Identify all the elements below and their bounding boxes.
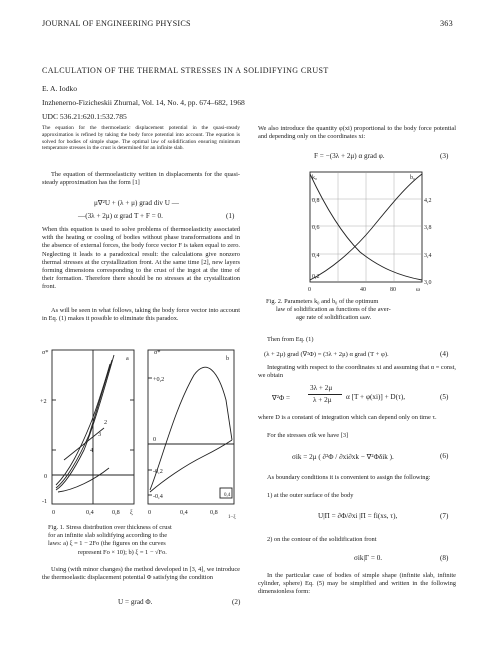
fig2-right-tick: 3,8: [424, 225, 432, 231]
fig1b-xtick: 0,4: [180, 509, 188, 516]
fig2-left-tick: 0,8: [312, 198, 320, 204]
equation-3: F = −(3λ + 2μ) α grad φ.: [314, 152, 385, 160]
eq5-lhs: ∇²Φ =: [272, 394, 291, 402]
fig2-right-tick: b₀: [410, 175, 416, 181]
fig1b-ytick: σ*: [154, 349, 161, 356]
fig1a-xtick: 0: [52, 509, 56, 516]
fig1a-curve-3: [56, 364, 110, 485]
equation-6: σik = 2μ ( ∂²Φ / ∂xi∂xk − ∇²Φδik ).: [292, 453, 394, 461]
fig2-right-tick: 4,2: [424, 198, 432, 204]
fig1a-curve-label: 3: [98, 431, 102, 438]
left-paragraph-3: As will be seen in what follows, taking the body force vector into account in Eq. (1) makes it possible to eliminate this paradox.: [42, 307, 240, 323]
right-paragraph-4: where D is a constant of integration which can depend only on time τ.: [258, 414, 437, 421]
fig1b-xtick: 0,8: [210, 509, 218, 516]
figure-2-caption-line: Fig. 2. Parameters k₀ and b₀ of the optimum: [266, 298, 379, 305]
equation-1-number: (1): [226, 212, 235, 220]
equation-8-number: (8): [440, 554, 449, 562]
right-paragraph-3: Integrating with respect to the coordinates xi and assuming that α = const, we obtain: [258, 364, 456, 380]
fig1a-curve-label: 2: [104, 419, 108, 426]
fig2-left-tick: 0,6: [312, 225, 320, 231]
fig2-x-tick: ω: [416, 287, 420, 293]
fig1a-xtick: 0,4: [86, 509, 94, 516]
equation-2: U = grad Φ.: [118, 598, 153, 606]
figure-2: [296, 164, 446, 296]
journal-name: JOURNAL OF ENGINEERING PHYSICS: [42, 19, 191, 28]
eq5-fraction-numerator: 3λ + 2μ: [310, 384, 333, 392]
fig1b-ytick: 0: [153, 436, 157, 443]
citation: Inzhenerno-Fizicheskii Zhurnal, Vol. 14, No. 4, pp. 674–682, 1968: [42, 98, 245, 107]
fig1b-frame: [148, 350, 234, 504]
figure-2-caption: [266, 298, 462, 323]
fig1a-curve-label: 4: [90, 447, 94, 454]
fig1b-xlabel: 1−ξ: [228, 515, 236, 520]
right-paragraph-2: Then from Eq. (1): [267, 336, 314, 343]
fig1b-panel-label: b: [226, 355, 230, 362]
figure-1-caption-line: Fig. 1. Stress distribution over thickness of crust: [48, 524, 172, 531]
figure-2-caption-line: law of solidification as functions of the aver-: [276, 306, 391, 314]
udc: UDC 536.21:620.1:532.785: [42, 112, 127, 121]
fig2-x-tick: 80: [390, 287, 396, 293]
figure-1-caption: [48, 524, 244, 557]
right-paragraph-7: 1) at the outer surface of the body: [267, 492, 354, 499]
author: E. A. Iodko: [42, 84, 78, 93]
equation-3-number: (3): [440, 152, 449, 160]
fig2-left-tick: 0,4: [312, 253, 320, 259]
fig1b-inset-label: 0,4: [224, 493, 231, 498]
equation-6-number: (6): [440, 452, 449, 460]
fig1a-xtick: ξ: [130, 509, 133, 516]
figure-1-caption-line: laws: a) ξ = 1 − 2Fo (the figures on the curves: [48, 540, 166, 548]
article-title: CALCULATION OF THE THERMAL STRESSES IN A SOLIDIFYING CRUST: [42, 66, 329, 75]
right-paragraph-1: We also introduce the quantity φ(xi) proportional to the body force potential and depending only on the coordinates xi:: [258, 125, 456, 141]
equation-5: [272, 384, 442, 410]
figure-2-caption-line: age rate of solidification ωav.: [296, 314, 372, 322]
equation-1a: μ∇²U + (λ + μ) grad div U —: [94, 199, 179, 207]
equation-4-number: (4): [440, 350, 449, 358]
right-paragraph-8: 2) on the contour of the solidification front: [267, 536, 377, 543]
right-paragraph-9: In the particular case of bodies of simple shape (infinite slab, infinite cylinder, sphere) Eq. (5) may be simplified and written in the following dimensionless form:: [258, 572, 456, 596]
left-paragraph-4: Using (with minor changes) the method developed in [3, 4], we introduce the thermoelastic displacement potential Φ satisfying the condition: [42, 566, 240, 582]
fig1a-ytick: σ*: [42, 349, 49, 356]
fig1b-xtick: 0: [148, 509, 152, 516]
fig1a-ytick: +2: [40, 398, 47, 405]
page-number: 363: [440, 19, 453, 28]
equation-2-number: (2): [232, 598, 241, 606]
right-paragraph-5: For the stresses σik we have [3]: [267, 432, 349, 439]
equation-7-number: (7): [440, 512, 449, 520]
fig1a-ytick: -1: [42, 498, 48, 505]
fig1b-curve-2: [150, 440, 232, 492]
fig1a-ytick: 0: [44, 473, 48, 480]
fig2-left-tick: 0,2: [312, 274, 320, 280]
equation-1b: —(3λ + 2μ) α grad T + F = 0.: [78, 212, 163, 220]
figure-1-caption-line: represent Fo × 10); b) ξ = 1 − √Fo.: [78, 548, 167, 556]
fig1a-xtick: 0,8: [112, 509, 120, 516]
fig2-x-tick: 40: [360, 287, 366, 293]
fig2-x-tick: 0: [308, 287, 311, 293]
fig1b-ytick: -0,4: [153, 493, 163, 500]
abstract: The equation for the thermoelastic displacement potential in the quasi-steady approximation is refined by taking the body force potential into account. The equation is solved for bodies of simple shape. The optimal law of solidification ensuring minimum temperature stresses in the crust is determined for an infinite slab.: [42, 125, 240, 152]
fig2-left-tick: k₀: [312, 175, 318, 181]
figure-1: [34, 340, 246, 520]
eq5-fraction-denominator: λ + 2μ: [313, 396, 332, 404]
left-paragraph-2: When this equation is used to solve problems of thermoelasticity associated with the heating or cooling of bodies without phase transformations and in the absence of external forces, the body force vector F is taken equal to zero. Neglecting it leads to a paradoxical result: the calculations give nonzero thermal stresses at the crystallization front. At the same time [2], new layers forming dimensions corresponding to the crust of the ingot at the time of their formation. Therefore there should be no stresses at the crystallization front.: [42, 226, 240, 291]
fig1b-ytick: -0,2: [153, 468, 163, 475]
equation-5-number: (5): [440, 393, 449, 401]
fig1a-panel-label: a: [126, 355, 129, 362]
eq5-rhs: α [T + φ(xi)] + D(τ),: [346, 393, 406, 401]
right-paragraph-6: As boundary conditions it is convenient to assign the following:: [267, 474, 431, 481]
figure-1-caption-line: for an infinite slab solidifying according to the: [48, 532, 168, 540]
fig2-right-tick: 3,4: [424, 253, 432, 259]
fig1b-ytick: +0,2: [153, 376, 165, 383]
fig2-right-tick: 3,0: [424, 280, 432, 286]
equation-7: U|Π = ∂Φ/∂xi |Π = fi(xs, τ),: [318, 512, 398, 520]
left-paragraph-1: The equation of thermoelasticity written in displacements for the quasi-steady approximation has the form [1]: [42, 171, 240, 187]
equation-4: (λ + 2μ) grad (∇²Φ) = (3λ + 2μ) α grad (T + φ).: [264, 351, 389, 358]
eq5-fraction-bar: [308, 394, 342, 395]
equation-8: σik|Γ = 0.: [354, 554, 383, 562]
